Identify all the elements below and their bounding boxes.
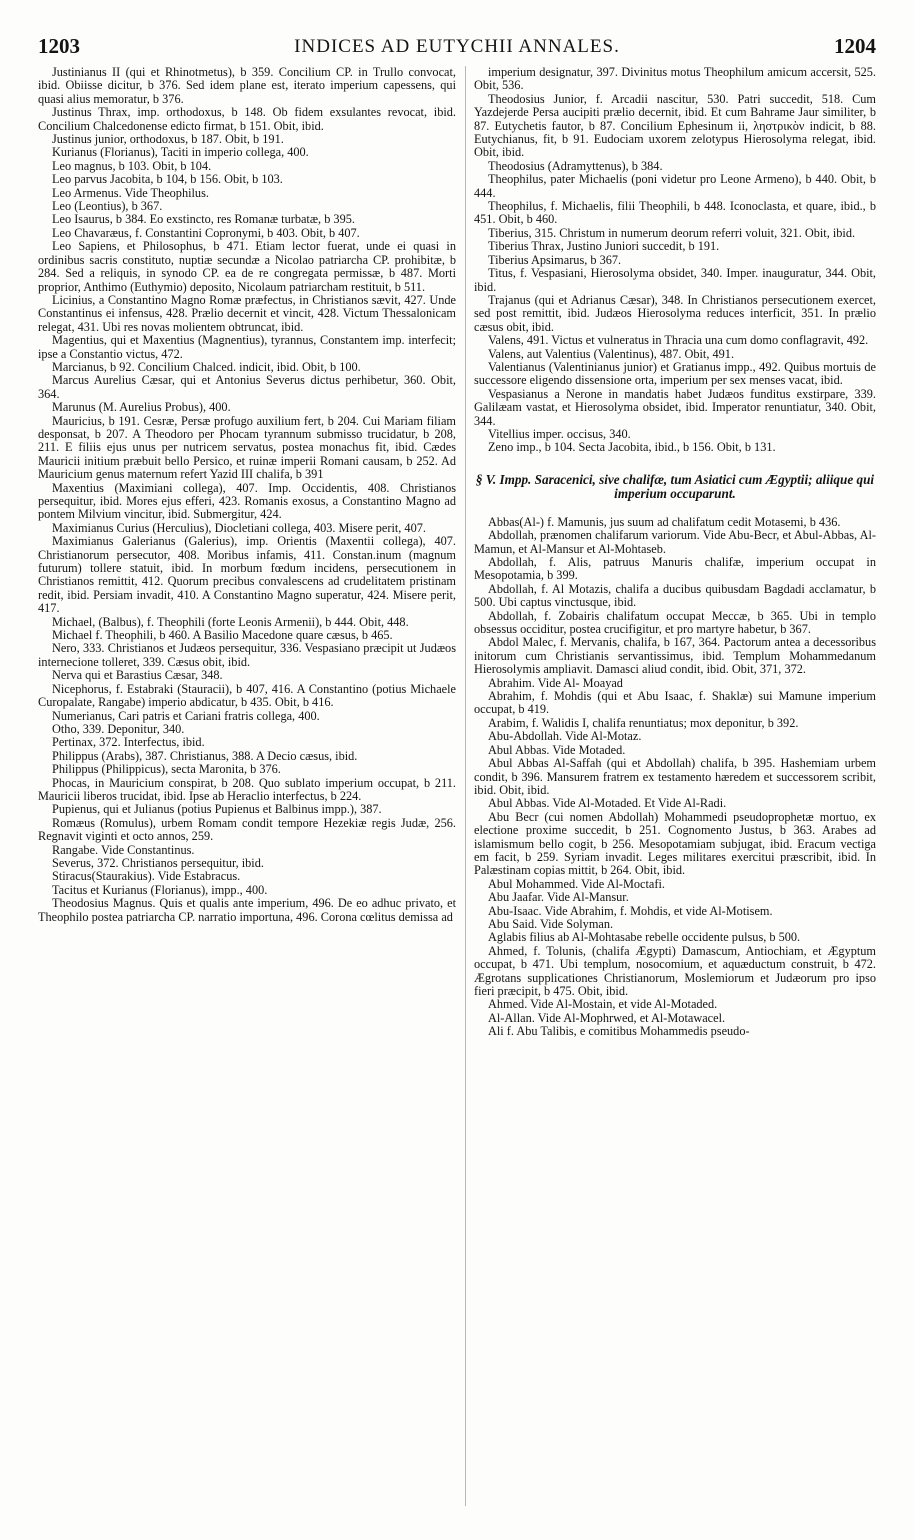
index-entry: Tiberius Thrax, Justino Juniori succedit, b 191. xyxy=(488,239,720,254)
index-entry: Leo Chavaræus, f. Constantini Copronymi, b 403. Obit, b 407. xyxy=(52,225,360,240)
index-entry: Valentianus (Valentinianus junior) et Gratianus impp., 492. Quibus mortuis de successore eligendo dissensione orta, imperium per sex menses vacat, ibid. xyxy=(474,359,876,388)
index-entry: Theophilus, pater Michaelis (poni videtur pro Leone Armeno), b 440. Obit, b 444. xyxy=(474,172,876,200)
index-entry: Abu Said. Vide Solyman. xyxy=(488,916,614,931)
index-entry: Theodosius Magnus. Quis et qualis ante imperium, 496. De eo adhuc privato, et Theophilo postea patriarcha CP. narratio importuna, 496. Corona cœlitus demissa ad xyxy=(38,896,456,924)
index-entry: Abdollah, f. Alis, patruus Manuris chalifæ, imperium occupat in Mesopotamia, b 399. xyxy=(474,555,876,583)
index-entry: Arabim, f. Walidis I, chalifa renuntiatus; mox deponitur, b 392. xyxy=(488,715,799,730)
index-entry: Abul Abbas. Vide Motaded. xyxy=(488,742,626,757)
index-entry: Justinus Thrax, imp. orthodoxus, b 148. Ob fidem exsulantes revocat, ibid. Concilium Chalcedonense edicto firmat, b 151. Obit, ibid. xyxy=(38,105,456,133)
index-entry: Trajanus (qui et Adrianus Cæsar), 348. In Christianos persecutionem exercet, sed post remittit, ibid. Judæos Hierosolyma reduces interficit, 351. In prælio cæsus obit, ibid. xyxy=(474,292,876,334)
index-entry: Romæus (Romulus), urbem Romam condit tempore Hezekiæ regis Judæ, 256. Regnavit viginti et octo annos, 259. xyxy=(38,815,456,844)
index-entry: Leo (Leontius), b 367. xyxy=(52,199,163,214)
index-entry: Maximianus Curius (Herculius), Diocletiani collega, 403. Misere perit, 407. xyxy=(52,520,426,535)
index-entry: Marcianus, b 92. Concilium Chalced. indicit, ibid. Obit, b 100. xyxy=(52,359,361,374)
section-heading: § V. Impp. Saracenici, sive chalifæ, tum Asiatici cum Ægyptii; aliique qui imperium occuparunt. xyxy=(475,471,875,502)
index-entry: Leo parvus Jacobita, b 104, b 156. Obit, b 103. xyxy=(52,172,283,187)
running-title: INDICES AD EUTYCHII ANNALES. xyxy=(294,36,620,57)
index-entry: Al-Allan. Vide Al-Mophrwed, et Al-Motawacel. xyxy=(488,1010,726,1025)
index-entry: Aglabis filius ab Al-Mohtasabe rebelle occidente pulsus, b 500. xyxy=(488,930,801,945)
index-entry: Abul Abbas. Vide Al-Motaded. Et Vide Al-Radi. xyxy=(488,796,727,811)
index-entry: Michael f. Theophili, b 460. A Basilio Macedone quare cæsus, b 465. xyxy=(52,628,393,643)
index-entry: Philippus (Arabs), 387. Christianus, 388. A Decio cæsus, ibid. xyxy=(52,748,358,763)
index-entry: Abrahim, f. Mohdis (qui et Abu Isaac, f. Shaklæ) sui Mamune imperium occupat, b 419. xyxy=(474,689,876,717)
index-entry: Philippus (Philippicus), secta Maronita, b 376. xyxy=(52,762,281,777)
index-entry: Marunus (M. Aurelius Probus), 400. xyxy=(52,400,231,415)
index-entry: Maxentius (Maximiani collega), 407. Imp. Occidentis, 408. Christianos persequitur, ibid. Mores ejus efferi, 423. Romanis exosus, a Constantino Magno ad pontem Milvium vincitur, ibid. Submergitur, 424. xyxy=(38,480,456,522)
index-entry: Numerianus, Cari patris et Cariani fratris collega, 400. xyxy=(52,708,320,723)
index-entry: Licinius, a Constantino Magno Romæ præfectus, in Christianos sævit, 427. Unde Constantinus ei infensus, 428. Prælio decernit et vincit, 428. Victum Thessalonicam relegat, 431. Ubi res novas molientem obtruncat, ibid. xyxy=(38,292,456,334)
right-column xyxy=(474,66,876,1039)
index-entry: Justinus junior, orthodoxus, b 187. Obit, b 191. xyxy=(52,132,284,147)
index-entry: Phocas, in Mauricium conspirat, b 208. Quo sublato imperium occupat, b 211. Mauricii liberos trucidat, ibid. Ipse ab Heraclio interfectus, b 224. xyxy=(38,775,456,803)
index-entry: Valens, 491. Victus et vulneratus in Thracia una cum domo conflagravit, 492. xyxy=(488,333,869,348)
index-entry: Tacitus et Kurianus (Florianus), impp., 400. xyxy=(52,882,268,897)
index-entry: Titus, f. Vespasiani, Hierosolyma obsidet, 340. Imper. inauguratur, 344. Obit, ibid. xyxy=(474,266,876,294)
index-entry: Tiberius Apsimarus, b 367. xyxy=(488,252,622,267)
index-entry: Nerva qui et Barastius Cæsar, 348. xyxy=(52,668,223,683)
index-entry: Abdollah, f. Zobairis chalifatum occupat Meccæ, b 365. Ubi in templo obsessus occiditur, postea crucifigitur, et pro martyre habetur, b 367. xyxy=(474,608,876,637)
index-entry: Abul Mohammed. Vide Al-Moctafi. xyxy=(488,876,665,891)
index-entry: Mauricius, b 191. Cesræ, Persæ profugo auxilium fert, b 204. Cui Mariam filiam desponsat, b 207. A Theodoro per Phocam tyrannum submisso trucidatur, b 208, 211. E filiis ejus unus per nutricem servatus, postea monachus fit, ibid. Cædes Mauricii initium præbuit bello Persico, et ruinæ imperii Romani causam, b 252. Ad Mauricium genus maternum refert Yazid III chalifa, b 391 xyxy=(38,413,456,482)
index-entry: Maximianus Galerianus (Galerius), imp. Orientis (Maxentii collega), 407. Christianorum persecutor, 408. Moribus infamis, 411. Constan.inum (magnum futurum) tollere statuit, ibid. In morbum fœdum incidens, persecutionem in Christianos remittit, 412. Quorum precibus convalescens ad crudelitatem pristinam redit, ibid. Persiam invadit, 410. A Constantino Magno superatur, 424. Misere perit, 417. xyxy=(38,534,456,616)
index-entry: Theodosius (Adramyttenus), b 384. xyxy=(488,158,663,173)
index-entry: Theophilus, f. Michaelis, filii Theophili, b 448. Iconoclasta, et quare, ibid., b 451. Obit, b 460. xyxy=(474,199,876,227)
index-entry: Abbas(Al-) f. Mamunis, jus suum ad chalifatum cedit Motasemi, b 436. xyxy=(488,514,841,529)
index-entry: Abdollah, f. Al Motazis, chalifa a ducibus quibusdam Bagdadi acclamatur, b 500. Ubi captus vinctusque, ibid. xyxy=(474,581,876,610)
right-page-number: 1204 xyxy=(834,34,876,58)
index-entry: Nicephorus, f. Estabraki (Stauracii), b 407, 416. A Constantino (potius Michaele Curopalate, Rangabe) imperio abdicatur, b 435. Obit, b 416. xyxy=(38,681,456,710)
index-entry: Otho, 339. Deponitur, 340. xyxy=(52,721,185,736)
index-entry: Abu Becr (cui nomen Abdollah) Mohammedi pseudoprophetæ mortuo, ex electione proxime succedit, b 251. Cognomento Justus, b 363. Arabes ad islamismum bello cogit, b 256. Mesopotamiam subjugat, ibid. Eracum vectiga em facit, b 259. Syriam invadit. Leges militares exercitui præscribit, ibid. In Palæstinam copias mittit, b 264. Obit, ibid. xyxy=(474,809,876,878)
index-entry: Abdol Malec, f. Mervanis, chalifa, b 167, 364. Pactorum antea a decessoribus initorum cum Christianis servantissimus, ibid. Templum Mohammedanum Hierosolymis ampliavit. Damasci aliud condit, ibid. Obit, 371, 372. xyxy=(474,635,876,677)
index-entry: Ali f. Abu Talibis, e comitibus Mohammedis pseudo- xyxy=(488,1024,750,1039)
index-entry: Ahmed. Vide Al-Mostain, et vide Al-Motaded. xyxy=(488,997,718,1012)
index-entry: Pertinax, 372. Interfectus, ibid. xyxy=(52,735,205,750)
right-column-top xyxy=(474,66,876,455)
index-entry: imperium designatur, 397. Divinitus motus Theophilum amicum accersit, 525. Obit, 536. xyxy=(474,65,876,93)
index-entry: Leo magnus, b 103. Obit, b 104. xyxy=(52,158,212,173)
index-entry: Abu-Isaac. Vide Abrahim, f. Mohdis, et vide Al-Motisem. xyxy=(488,903,773,918)
index-entry: Leo Armenus. Vide Theophilus. xyxy=(52,185,209,200)
index-entry: Abu Jaafar. Vide Al-Mansur. xyxy=(488,890,629,905)
left-page-number: 1203 xyxy=(38,34,80,58)
index-entry: Leo Sapiens, et Philosophus, b 471. Etiam lector fuerat, unde ei quasi in ordinibus sacris constituto, nuptiæ secundæ a Nicolao patriarcha CP. prohibitæ, b 284. Sed a reliquis, in synodo CP. ea de re congregata permissæ, b 487. Morti proprior, Anthimo (Euthymio) deposito, Nicolaum patriarcham restituit, b 511. xyxy=(38,239,456,294)
index-entry: Kurianus (Florianus), Taciti in imperio collega, 400. xyxy=(52,145,309,160)
index-entry: Zeno imp., b 104. Secta Jacobita, ibid., b 156. Obit, b 131. xyxy=(488,440,776,455)
index-entry: Abrahim. Vide Al- Moayad xyxy=(488,675,623,690)
index-entry: Stiracus(Staurakius). Vide Estabracus. xyxy=(52,869,241,884)
index-entry: Valens, aut Valentius (Valentinus), 487. Obit, 491. xyxy=(488,346,735,361)
index-entry: Abu-Abdollah. Vide Al-Motaz. xyxy=(488,729,642,744)
page-header xyxy=(38,34,876,64)
index-entry: Michael, (Balbus), f. Theophili (forte Leonis Armenii), b 444. Obit, 448. xyxy=(52,614,409,629)
left-column xyxy=(38,66,456,924)
column-divider xyxy=(465,66,466,1506)
index-entry: Tiberius, 315. Christum in numerum deorum referri voluit, 321. Obit, ibid. xyxy=(488,225,856,240)
index-entry: Nero, 333. Christianos et Judæos persequitur, 336. Vespasiano præcipit ut Judæos internecione tolleret, 339. Cæsus obit, ibid. xyxy=(38,641,456,669)
index-entry: Severus, 372. Christianos persequitur, ibid. xyxy=(52,855,264,870)
index-entry: Theodosius Junior, f. Arcadii nascitur, 530. Patri succedit, 518. Cum Yazdejerde Persa aucipiti prælio decernit, ibid. Et cum Bahrame Jaur similiter, b 87. Eutychetis fautor, b 87. Concilium Ephesinum ii, ληστρικὸν indicit, b 88. Eutychianus, fit, b 91. Eudociam uxorem zelotypus Hierosolyma relegat, ibid. Obit, ibid. xyxy=(474,91,876,160)
index-entry: Pupienus, qui et Julianus (potius Pupienus et Balbinus impp.), 387. xyxy=(52,802,382,817)
index-entry: Vitellius imper. occisus, 340. xyxy=(488,426,631,441)
index-entry: Magentius, qui et Maxentius (Magnentius), tyrannus, Constantem imp. interfecit; ipse a Constantio victus, 472. xyxy=(38,333,456,361)
index-entry: Ahmed, f. Tolunis, (chalifa Ægypti) Damascum, Antiochiam, et Ægyptum occupat, b 471. Ubi templum, nosocomium, et aquæductum construit, b 472. Ægrotans supplicationes Christianorum, Moslemiorum et Judæorum pro ipso fieri præcipit, b 475. Obit, ibid. xyxy=(474,943,876,998)
index-entry: Justinianus II (qui et Rhinotmetus), b 359. Concilium CP. in Trullo convocat, ibid. Obiisse dicitur, b 376. Sed idem plane est, iterato imperium capessens, qui quasi alius memoratur, b 376. xyxy=(38,65,456,106)
index-entry: Abdollah, prænomen chalifarum variorum. Vide Abu-Becr, et Abul-Abbas, Al-Mamun, et Al-Mansur et Al-Mohtaseb. xyxy=(474,528,876,556)
index-entry: Vespasianus a Nerone in mandatis habet Judæos funditus exstirpare, 339. Galilæam vastat, et Hierosolyma obsidet, ibid. Imperator renuntiatur, 340. Obit, 344. xyxy=(474,386,876,428)
index-entry: Leo Isaurus, b 384. Eo exstincto, res Romanæ turbatæ, b 395. xyxy=(52,212,355,227)
index-entry: Abul Abbas Al-Saffah (qui et Abdollah) chalifa, b 395. Hashemiam urbem condit, b 396. Mansurem fratrem ex testamento hæredem et successorem scribit, ibid. Obit, ibid. xyxy=(474,756,876,797)
index-entry: Marcus Aurelius Cæsar, qui et Antonius Severus dictus perhibetur, 360. Obit, 364. xyxy=(38,373,456,401)
index-entry: Rangabe. Vide Constantinus. xyxy=(52,842,195,857)
right-column-bottom xyxy=(474,516,876,1039)
